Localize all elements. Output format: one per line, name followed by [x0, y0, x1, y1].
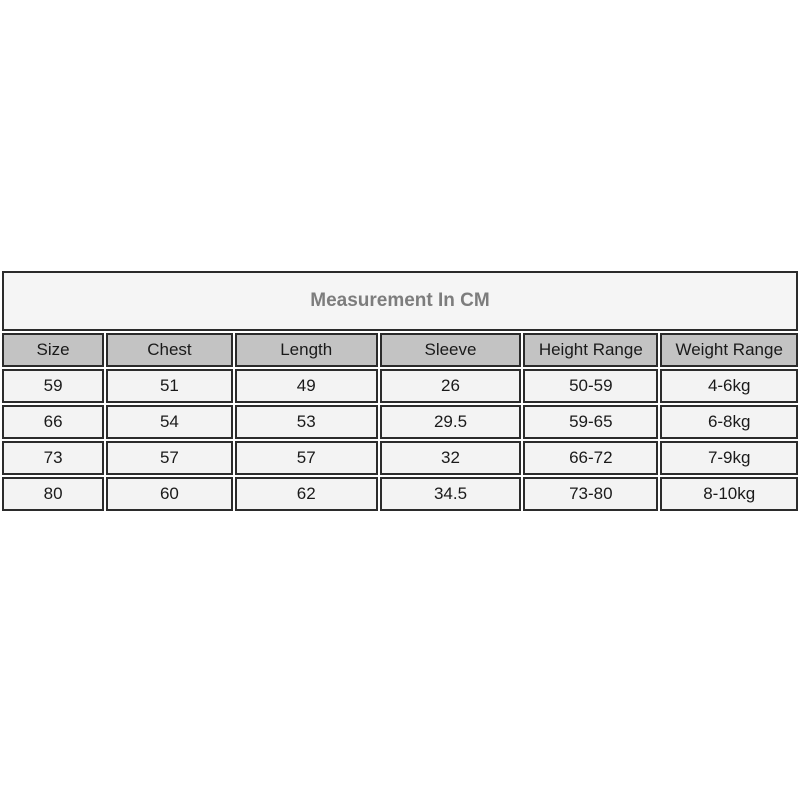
table-title: Measurement In CM: [2, 271, 798, 331]
column-header-weight-range: Weight Range: [660, 333, 798, 367]
cell-chest: 57: [106, 441, 233, 475]
column-header-length: Length: [235, 333, 378, 367]
cell-sleeve: 32: [380, 441, 521, 475]
cell-length: 57: [235, 441, 378, 475]
cell-chest: 54: [106, 405, 233, 439]
header-row: [2, 333, 798, 367]
cell-size: 73: [2, 441, 104, 475]
cell-size: 59: [2, 369, 104, 403]
cell-length: 53: [235, 405, 378, 439]
cell-chest: 51: [106, 369, 233, 403]
cell-size: 66: [2, 405, 104, 439]
table-row: [2, 441, 798, 475]
column-header-sleeve: Sleeve: [380, 333, 521, 367]
measurement-table: [0, 269, 800, 513]
cell-sleeve: 29.5: [380, 405, 521, 439]
cell-weight-range: 8-10kg: [660, 477, 798, 511]
cell-weight-range: 7-9kg: [660, 441, 798, 475]
cell-length: 49: [235, 369, 378, 403]
table-row: [2, 405, 798, 439]
cell-sleeve: 26: [380, 369, 521, 403]
table-row: [2, 369, 798, 403]
title-row: [2, 271, 798, 331]
cell-height-range: 66-72: [523, 441, 658, 475]
column-header-size: Size: [2, 333, 104, 367]
cell-weight-range: 4-6kg: [660, 369, 798, 403]
table-row: [2, 477, 798, 511]
cell-height-range: 73-80: [523, 477, 658, 511]
column-header-height-range: Height Range: [523, 333, 658, 367]
cell-height-range: 50-59: [523, 369, 658, 403]
cell-size: 80: [2, 477, 104, 511]
column-header-chest: Chest: [106, 333, 233, 367]
cell-length: 62: [235, 477, 378, 511]
cell-sleeve: 34.5: [380, 477, 521, 511]
cell-weight-range: 6-8kg: [660, 405, 798, 439]
cell-height-range: 59-65: [523, 405, 658, 439]
cell-chest: 60: [106, 477, 233, 511]
